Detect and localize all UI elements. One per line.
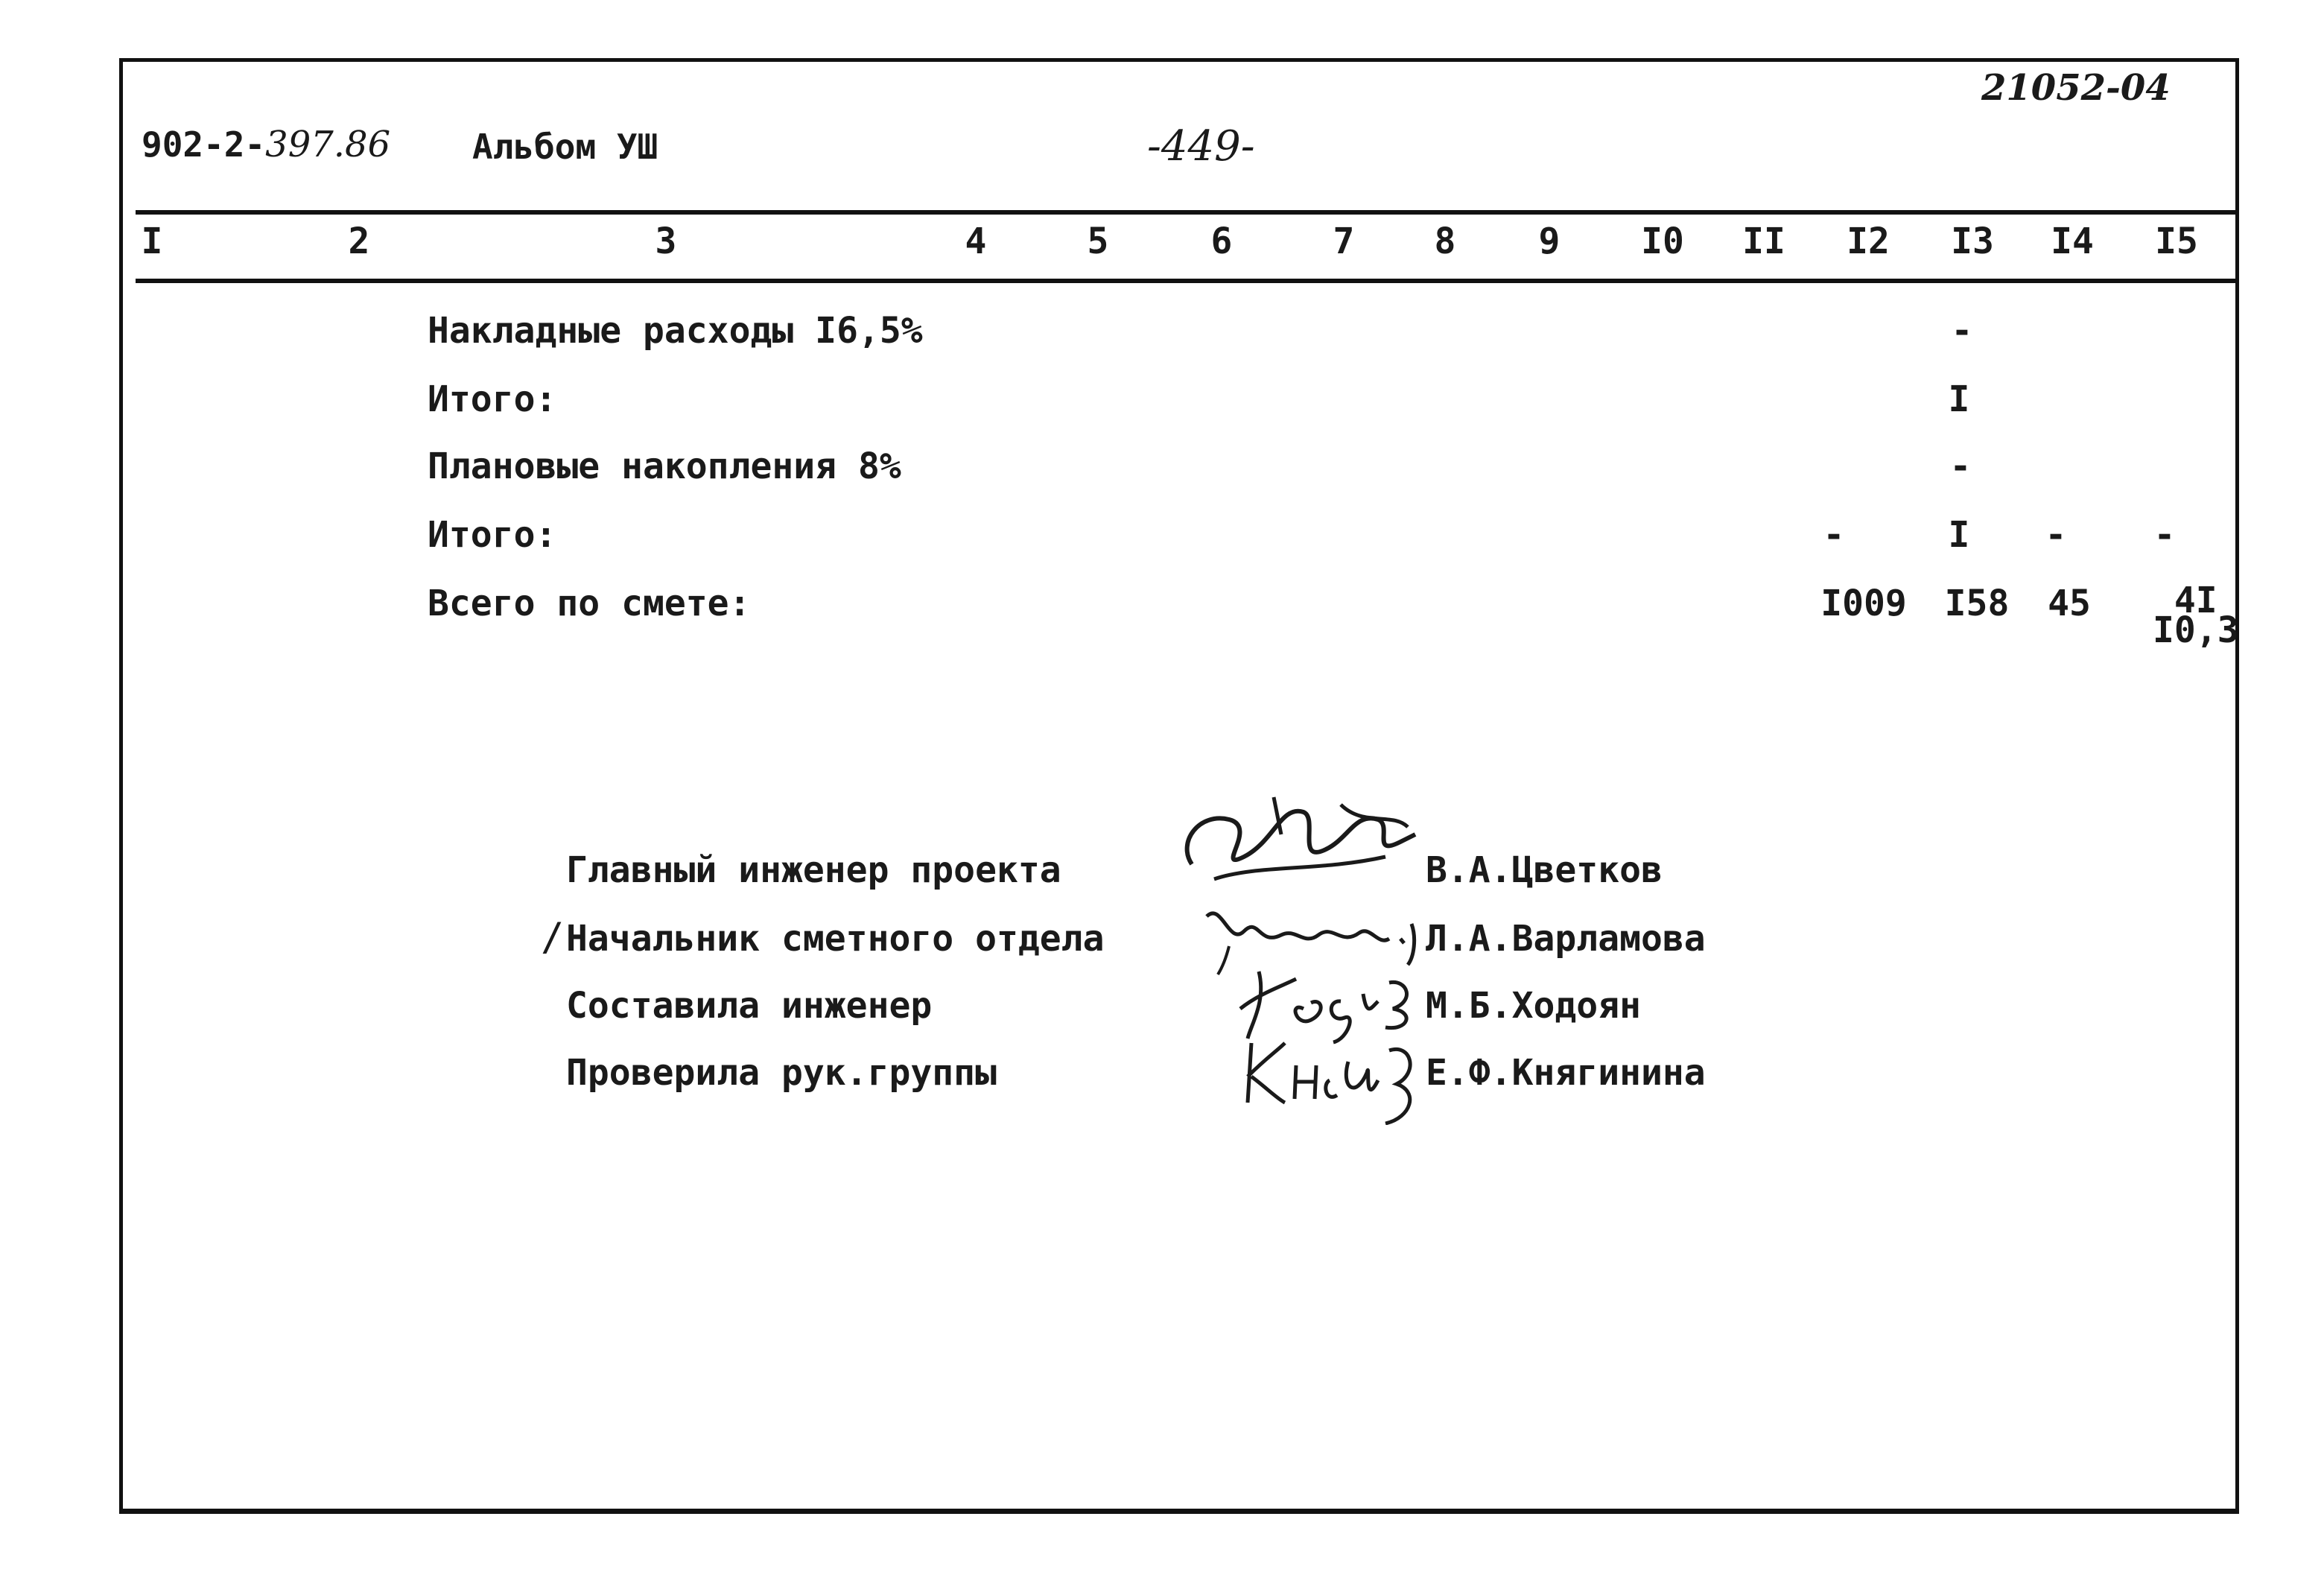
row-overhead-col13: - xyxy=(1951,310,1973,352)
column-header-5: 5 xyxy=(1087,221,1109,262)
row-label-overhead: Накладные расходы I6,5% xyxy=(428,310,923,352)
signature-title-chief-engineer: Главный инженер проекта xyxy=(566,849,1061,891)
row-subtotal-2-col14: - xyxy=(2045,514,2067,556)
signature-checker xyxy=(1236,1028,1430,1125)
reference-number: 21052-04 xyxy=(1981,67,2171,109)
signature-title-compiler: Составила инженер xyxy=(566,985,933,1027)
signature-name-compiler: М.Б.Ходоян xyxy=(1426,985,1641,1027)
page-number: -449- xyxy=(1147,122,1255,171)
column-header-8: 8 xyxy=(1434,221,1456,262)
signature-name-chief-engineer: В.А.Цветков xyxy=(1426,849,1663,891)
column-header-3: 3 xyxy=(655,221,677,262)
row-grand-total-col15 xyxy=(2153,580,2239,651)
header-rule-top xyxy=(136,210,2239,215)
column-header-14: I4 xyxy=(2051,221,2094,262)
signature-title-estimate-head: Начальник сметного отдела xyxy=(566,918,1105,960)
row-grand-total-col12: I009 xyxy=(1820,583,1907,624)
row-label-subtotal-2: Итого: xyxy=(428,514,557,556)
document-code xyxy=(142,124,390,165)
document-code-handwritten: 397.86 xyxy=(265,124,391,165)
column-header-6: 6 xyxy=(1210,221,1233,262)
column-header-12: I2 xyxy=(1847,221,1890,262)
row-label-grand-total: Всего по смете: xyxy=(428,583,751,624)
row-subtotal-1-col13: I xyxy=(1948,378,1970,420)
signature-name-checker: Е.Ф.Княгинина xyxy=(1426,1052,1706,1094)
signature-name-estimate-head: Л.А.Варламова xyxy=(1426,918,1706,960)
row-subtotal-2-col15: - xyxy=(2153,514,2176,556)
row-grand-total-col13: I58 xyxy=(1944,583,2010,624)
document-code-prefix: 902-2- xyxy=(142,124,266,165)
album-label: Альбом УШ xyxy=(472,127,658,167)
column-header-2: 2 xyxy=(348,221,370,262)
column-header-9: 9 xyxy=(1538,221,1561,262)
row-subtotal-2-col13: I xyxy=(1948,514,1970,556)
column-header-15: I5 xyxy=(2155,221,2198,262)
row-grand-total-col15-line2: I0,3 xyxy=(2153,609,2239,651)
column-header-4: 4 xyxy=(965,221,987,262)
column-header-10: I0 xyxy=(1641,221,1684,262)
row-grand-total-col15-line1: 4I xyxy=(2174,580,2217,621)
row-label-planned-savings: Плановые накопления 8% xyxy=(428,446,901,487)
row-planned-savings-col13: - xyxy=(1949,446,1972,487)
slash-mark: / xyxy=(541,915,565,960)
row-grand-total-col14: 45 xyxy=(2048,583,2091,624)
column-header-13: I3 xyxy=(1951,221,1994,262)
header-rule-bottom xyxy=(136,279,2239,283)
column-header-7: 7 xyxy=(1333,221,1355,262)
row-label-subtotal-1: Итого: xyxy=(428,378,557,420)
column-header-1: I xyxy=(141,221,163,262)
row-subtotal-2-col12: - xyxy=(1823,514,1845,556)
column-header-11: II xyxy=(1742,221,1785,262)
signature-chief-engineer xyxy=(1169,782,1423,901)
signature-title-checker: Проверила рук.группы xyxy=(566,1052,997,1094)
